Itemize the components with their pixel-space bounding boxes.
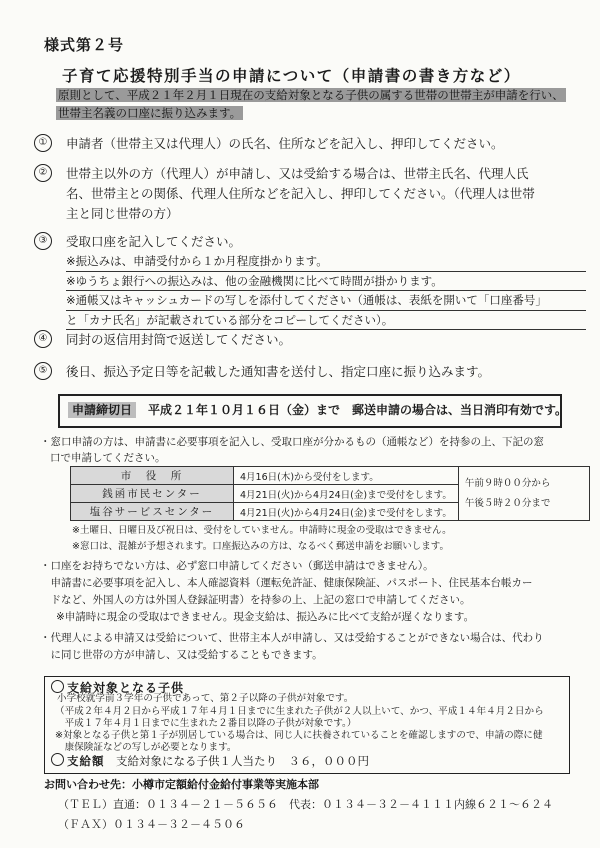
deadline-value: 平成２１年１０月１６日（金）まで 郵送申請の場合は、当日消印有効です。 bbox=[148, 403, 568, 417]
document-title: 子育て応援特別手当の申請について（申請書の書き方など） bbox=[62, 67, 521, 85]
deadline-box bbox=[58, 394, 568, 428]
step-2 bbox=[34, 164, 574, 224]
office-period: 4月21日(火)から4月24日(金)まで受付をします。 bbox=[234, 503, 459, 521]
office-period: 4月21日(火)から4月24日(金)まで受付をします。 bbox=[234, 485, 459, 503]
note-line: ※通帳又はキャッシュカードの写しを添付してください（通帳は、表紙を開いて「口座番号」 bbox=[66, 291, 586, 311]
window-note-2: ※窓口は、混雑が予想されます。口座振込みの方は、なるべく郵送申請をお願いします。 bbox=[72, 541, 449, 552]
eligibility-line-4: ※対象となる子供と第１子が別居している場合は、同じ人に扶養されていることを確認しますので、申請の際に健 bbox=[55, 730, 543, 741]
hours-start: 午前９時００分から bbox=[464, 477, 551, 489]
eligibility-line-3: 平成１７年４月１日までに生まれた２番目以降の子供が対象です。） bbox=[55, 718, 357, 729]
step-text-line-2: 名、世帯主との関係、代理人住所などを記入し、押印してください。（代理人は世帯 bbox=[66, 186, 535, 201]
office-name: 市 役 所 bbox=[71, 467, 234, 485]
intro-line-2: 世帯主名義の口座に振り込みます。 bbox=[58, 106, 242, 120]
circle-bullet-icon bbox=[51, 680, 64, 693]
step-1 bbox=[34, 134, 574, 154]
eligibility-line-1: 小学校就学前３学年の子供であって、第２子以降の子供が対象です。 bbox=[57, 693, 354, 704]
eligibility-box bbox=[44, 676, 570, 774]
no-account-line-2: 申請書に必要事項を記入し、本人確認資料（運転免許証、健康保険証、パスポート、住民基本台帳カー bbox=[40, 577, 533, 589]
proxy-line-1: ・代理人による申請又は受給について、世帯主本人が申請し、又は受給することができない場合は、代わり bbox=[40, 632, 544, 644]
intro-paragraph bbox=[56, 86, 576, 122]
amount-label: 支給額 bbox=[67, 754, 105, 768]
contact-tel: （ＴＥＬ）直通：０１３４－２１－５６５６ 代表：０１３４－３２－４１１１内線６２１～６２４ bbox=[58, 798, 553, 811]
office-table bbox=[70, 466, 590, 521]
office-name: 銭函市民センター bbox=[71, 485, 234, 503]
step-4 bbox=[34, 330, 574, 350]
step-3 bbox=[34, 232, 574, 252]
proxy-line-2: に同じ世帯の方が申請し、又は受給することもできます。 bbox=[40, 649, 323, 661]
step-number: ② bbox=[34, 164, 52, 182]
form-number: 様式第２号 bbox=[44, 36, 125, 54]
eligibility-line-2: （平成２年４月２日から平成１７年４月１日までに生まれた子供が２人以上いて、かつ、平成１４年４月２日から bbox=[55, 706, 544, 717]
no-account-line-1: ・口座をお持ちでない方は、必ず窓口申請してください（郵送申請はできません）。 bbox=[40, 560, 434, 572]
contact-org: お問い合わせ先：小樽市定額給付金給付事業等実施本部 bbox=[44, 778, 319, 791]
note-line: ※振込みは、申請受付から１か月程度掛かります。 bbox=[66, 252, 586, 272]
eligibility-heading: 支給対象となる子供 bbox=[51, 679, 184, 696]
step-3-notes bbox=[66, 252, 586, 330]
step-number: ③ bbox=[34, 232, 52, 250]
step-text: 同封の返信用封筒で返送してください。 bbox=[66, 332, 292, 347]
no-account-line-3: ドなど、外国人の方は外国人登録証明書）を持参の上、上記の窓口で申請してください。 bbox=[40, 594, 471, 606]
amount-line bbox=[51, 753, 369, 769]
table-row bbox=[71, 467, 590, 485]
step-text: 受取口座を記入してください。 bbox=[66, 234, 242, 249]
step-text-line-3: 主と同じ世帯の方） bbox=[66, 206, 179, 221]
no-account-line-4: ※申請時に現金の受取はできません。現金支給は、振込みに比べて支給が遅くなります。 bbox=[56, 611, 475, 623]
eligibility-line-5: 康保険証などの写しが必要となります。 bbox=[55, 742, 237, 753]
step-5 bbox=[34, 362, 574, 382]
contact-fax: （ＦＡＸ）０１３４－３２－４５０６ bbox=[58, 818, 245, 831]
office-period: 4月16日(木)から受付をします。 bbox=[234, 467, 459, 485]
office-name: 塩谷サービスセンター bbox=[71, 503, 234, 521]
hours-end: 午後５時２０分まで bbox=[464, 497, 551, 509]
window-line-1: ・窓口申請の方は、申請書に必要事項を記入し、受取口座が分かるもの（通帳など）を持参の上、下記の窓 bbox=[40, 436, 544, 448]
office-hours bbox=[458, 467, 589, 521]
step-number: ① bbox=[34, 134, 52, 152]
step-text-line-1: 世帯主以外の方（代理人）が申請し、又は受給する場合は、世帯主氏名、代理人氏 bbox=[66, 166, 529, 181]
deadline-label: 申請締切日 bbox=[68, 402, 136, 418]
intro-line-1: 原則として、平成２１年２月１日現在の支給対象となる子供の属する世帯の世帯主が申請を行い、 bbox=[58, 88, 564, 102]
note-line: ※ゆうちょ銀行への振込みは、他の金融機関に比べて時間が掛かります。 bbox=[66, 272, 586, 292]
step-text: 後日、振込予定日等を記載した通知書を送付し、指定口座に振り込みます。 bbox=[66, 364, 491, 379]
window-line-2: 口で申請してください。 bbox=[50, 452, 166, 464]
step-number: ④ bbox=[34, 330, 52, 348]
step-text: 申請者（世帯主又は代理人）の氏名、住所などを記入し、押印してください。 bbox=[66, 136, 504, 151]
step-number: ⑤ bbox=[34, 362, 52, 380]
window-note-1: ※土曜日、日曜日及び祝日は、受付をしていません。申請時に現金の受取はできません。 bbox=[72, 525, 452, 536]
amount-text: 支給対象になる子供１人当たり ３６，０００円 bbox=[116, 754, 369, 768]
note-line: と「カナ氏名」が記載されている部分をコピーしてください）。 bbox=[66, 311, 586, 331]
circle-bullet-icon bbox=[51, 753, 64, 766]
